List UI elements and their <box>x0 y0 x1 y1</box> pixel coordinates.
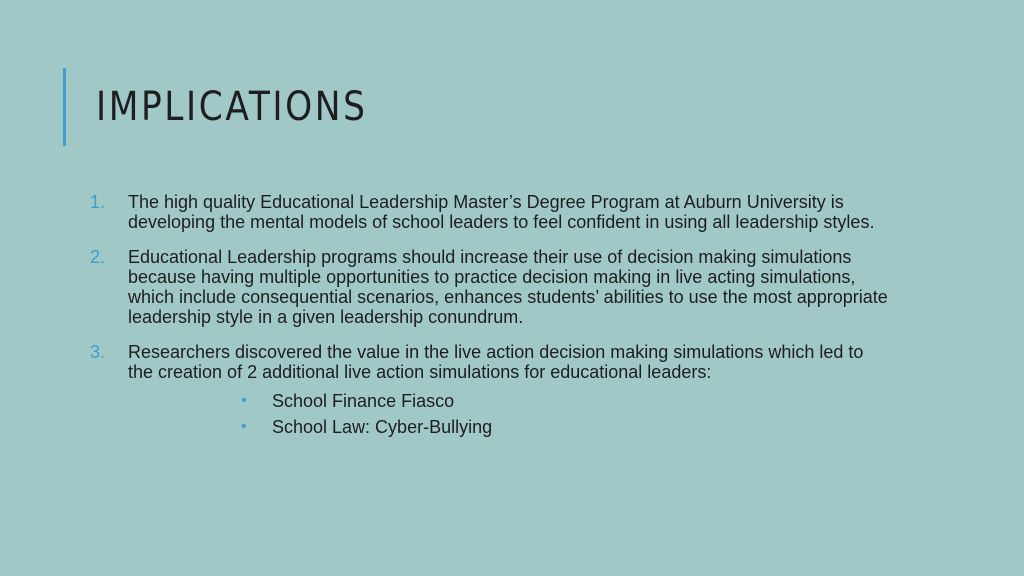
sub-list-item <box>128 388 890 414</box>
sub-item-text: School Finance Fiasco <box>272 391 455 411</box>
item-text: Educational Leadership programs should increase their use of decision making simulations because having multiple opportunities to practice decision making in live acting simulations, which include consequential scenarios, enhances students’ abilities to use the most appropriate leadership style in a given leadership conundrum. <box>128 247 888 327</box>
item-number: 2. <box>90 247 106 267</box>
item-number: 1. <box>90 192 106 212</box>
slide-title: IMPLICATIONS <box>96 84 368 130</box>
bullet-icon: • <box>241 392 247 409</box>
item-text: The high quality Educational Leadership Master’s Degree Program at Auburn University is developing the mental models of school leaders to feel confident in using all leadership styles. <box>128 192 875 232</box>
implications-list <box>90 192 890 455</box>
list-item <box>90 342 890 440</box>
sub-list-item <box>128 414 890 440</box>
list-item <box>90 247 890 327</box>
bullet-icon: • <box>241 418 247 435</box>
sub-item-text: School Law: Cyber-Bullying <box>272 417 493 437</box>
title-accent-bar <box>63 68 66 146</box>
list-item <box>90 192 890 232</box>
item-text: Researchers discovered the value in the live action decision making simulations which led to the creation of 2 additional live action simulations for educational leaders: <box>128 342 864 382</box>
item-number: 3. <box>90 342 106 362</box>
simulation-sublist <box>128 388 890 440</box>
